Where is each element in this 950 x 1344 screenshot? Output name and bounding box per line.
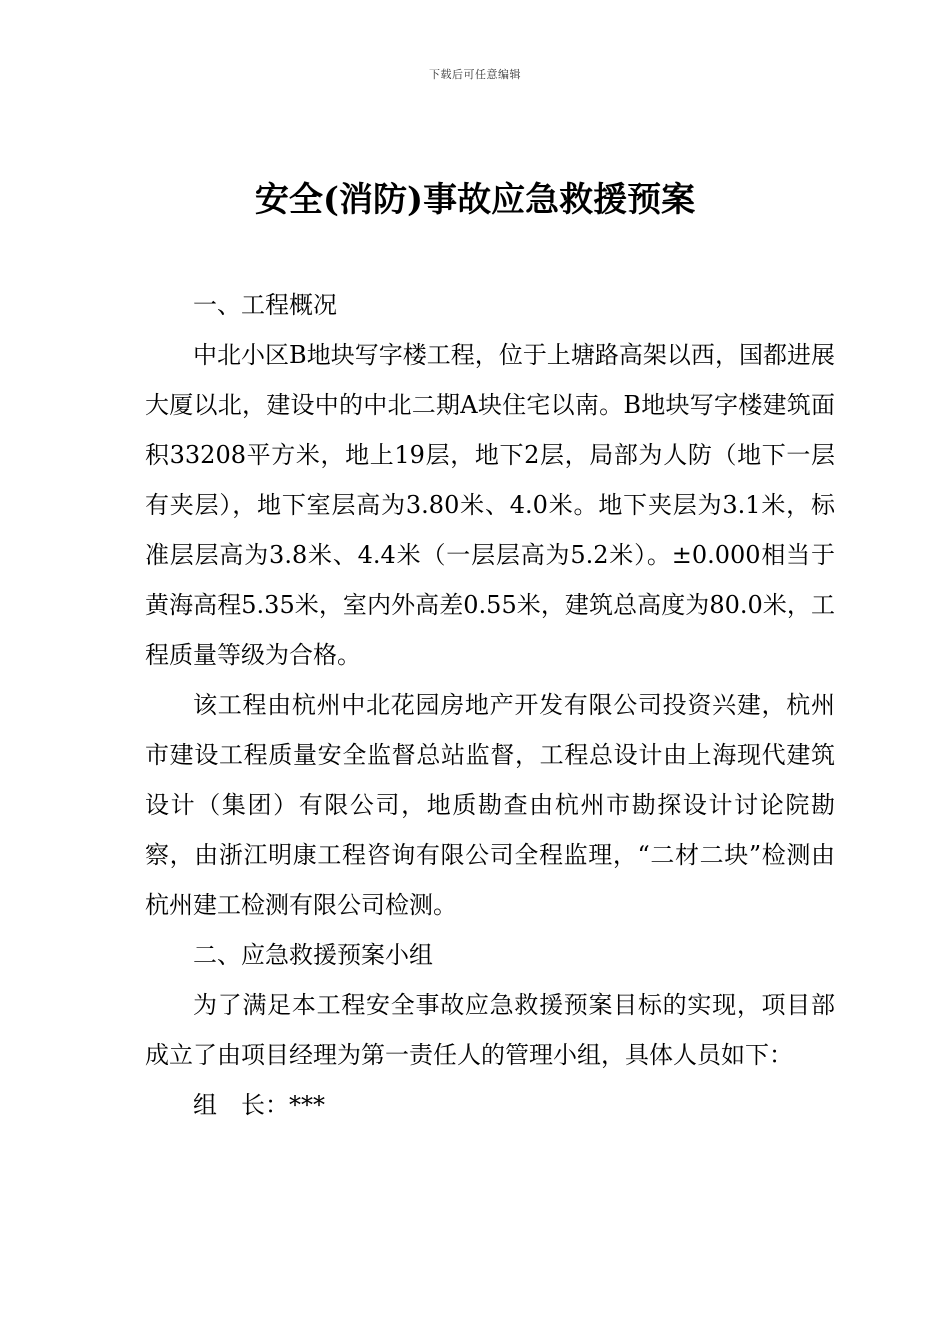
section-heading-emergency-team: 二、应急救援预案小组 (193, 941, 433, 969)
document-title: 安全(消防)事故应急救援预案 (254, 180, 696, 220)
document-body (145, 280, 835, 1130)
paragraph-project-overview: 中北小区B地块写字楼工程，位于上塘路高架以西，国都进展大厦以北，建设中的中北二期A块住宅以南。B地块写字楼建筑面积33208平方米，地上19层，地下2层，局部为人防（地下一层有夹层），地下室层高为3.80米、4.0米。地下夹层为3.1米，标准层层高为3.8米、4.4米（一层层高为5.2米）。±0.000相当于黄海高程5.35米，室内外高差0.55米，建筑总高度为80.0米，工程质量等级为合格。 (145, 341, 835, 669)
team-leader-line: 组 长：*** (193, 1091, 325, 1119)
paragraph-project-parties: 该工程由杭州中北花园房地产开发有限公司投资兴建，杭州市建设工程质量安全监督总站监督，工程总设计由上海现代建筑设计（集团）有限公司，地质勘查由杭州市勘探设计讨论院勘察，由浙江明康工程咨询有限公司全程监理，“二材二块”检测由杭州建工检测有限公司检测。 (145, 691, 835, 919)
paragraph-team-intro: 为了满足本工程安全事故应急救援预案目标的实现，项目部成立了由项目经理为第一责任人的管理小组，具体人员如下： (145, 991, 835, 1069)
header-note: 下载后可任意编辑 (429, 68, 521, 81)
section-heading-overview: 一、工程概况 (193, 291, 337, 319)
